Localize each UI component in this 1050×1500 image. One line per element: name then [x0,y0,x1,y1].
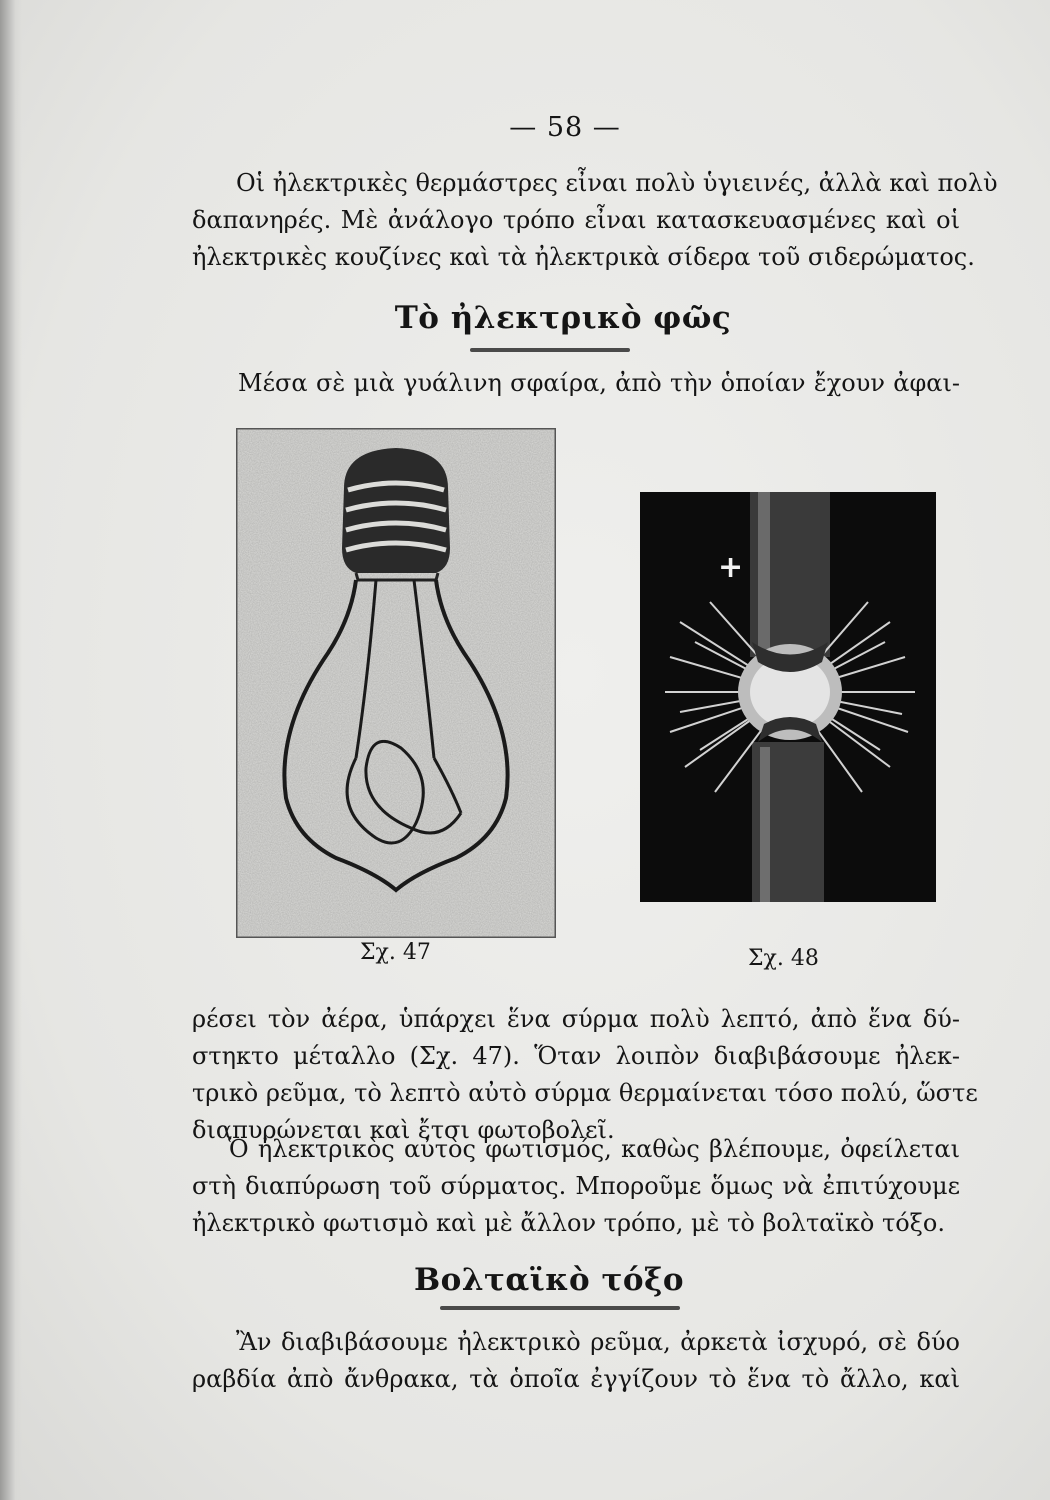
paragraph-1-line-1: Οἱ ἠλεκτρικὲς θερμάστρες εἶναι πολὺ ὑγιεινές, ἀλλὰ καὶ πολὺ [236,169,998,197]
paragraph-2-line-2: ρέσει τὸν ἀέρα, ὑπάρχει ἕνα σύρμα πολὺ λεπτό, ἀπὸ ἕνα δύ- [192,1005,960,1033]
paragraph-1-line-2: δαπανηρές. Μὲ ἀνάλογο τρόπο εἶναι κατασκευασμένες καὶ οἱ [192,206,960,234]
paragraph-2-line-3: στηκτο μέταλλο (Σχ. 47). Ὅταν λοιπὸν διαβιβάσουμε ἠλεκ- [192,1042,960,1070]
heading-electric-light: Τὸ ἠλεκτρικὸ φῶς [394,300,732,336]
paragraph-2-line-4: τρικὸ ρεῦμα, τὸ λεπτὸ αὐτὸ σύρμα θερμαίνεται τόσο πολύ, ὥστε [192,1079,978,1107]
figure-47-light-bulb [236,428,556,938]
paragraph-1-line-3: ἠλεκτρικὲς κουζίνες καὶ τὰ ἠλεκτρικὰ σίδερα τοῦ σιδερώματος. [192,243,975,271]
heading-voltaic-arc: Βολταϊκὸ τόξο [413,1262,685,1298]
paragraph-3-line-2: στὴ διαπύρωση τοῦ σύρματος. Μποροῦμε ὅμως νὰ ἐπιτύχουμε [192,1172,960,1200]
paragraph-3-line-1: Ὁ ἠλεκτρικὸς αὐτὸς φωτισμός, καθὼς βλέπουμε, ὀφείλεται [228,1135,960,1163]
light-bulb-illustration [236,428,556,938]
page-number: — 58 — [509,112,621,143]
voltaic-arc-illustration [640,492,936,902]
paragraph-2-line-5: διαπυρώνεται καὶ ἔτσι φωτοβολεῖ. [192,1116,615,1144]
paragraph-4-line-1: Ἂν διαβιβάσουμε ἠλεκτρικὸ ρεῦμα, ἀρκετὰ ἰσχυρό, σὲ δύο [236,1328,960,1356]
heading-2-underline [440,1306,680,1310]
paragraph-2-line-1: Μέσα σὲ μιὰ γυάλινη σφαίρα, ἀπὸ τὴν ὁποίαν ἔχουν ἀφαι- [238,369,960,397]
figure-48-voltaic-arc [640,492,936,902]
paragraph-3-line-3: ἠλεκτρικὸ φωτισμὸ καὶ μὲ ἄλλον τρόπο, μὲ τὸ βολταϊκὸ τόξο. [192,1209,945,1237]
paragraph-4-line-2: ραβδία ἀπὸ ἄνθρακα, τὰ ὁποῖα ἐγγίζουν τὸ ἕνα τὸ ἄλλο, καὶ [192,1365,960,1393]
positive-terminal-label: + [718,550,744,585]
figure-47-caption: Σχ. 47 [360,940,431,965]
figure-48-caption: Σχ. 48 [748,946,819,971]
heading-underline [470,348,630,352]
binding-shadow [0,0,22,1500]
